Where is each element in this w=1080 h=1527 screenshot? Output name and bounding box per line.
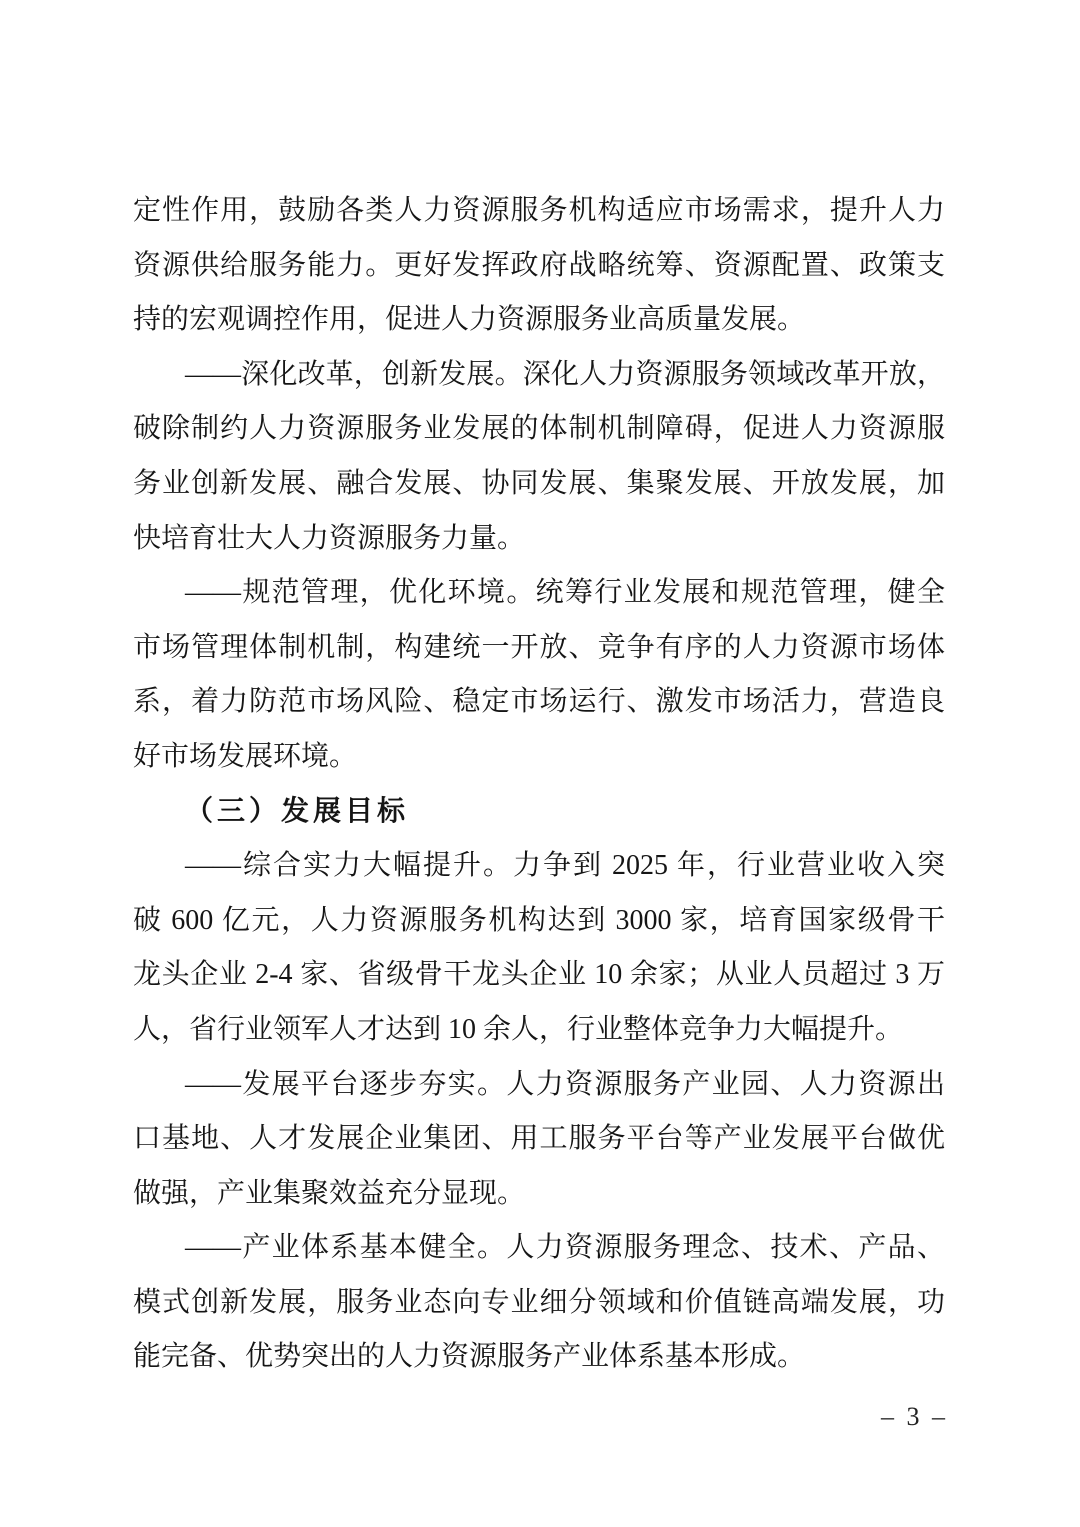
text-line: 破 600 亿元，人力资源服务机构达到 3000 家，培育国家级骨干 <box>133 904 945 936</box>
text-line: 好市场发展环境。 <box>133 740 358 772</box>
text-line: 模式创新发展，服务业态向专业细分领域和价值链高端发展，功 <box>133 1286 945 1318</box>
text-line: 口基地、人才发展企业集团、用工服务平台等产业发展平台做优 <box>133 1123 945 1155</box>
text-line: 人，省行业领军人才达到 10 余人，行业整体竞争力大幅提升。 <box>133 1013 904 1045</box>
text-line: 市场管理体制机制，构建统一开放、竞争有序的人力资源市场体 <box>133 631 945 663</box>
section-heading: （三）发展目标 <box>185 795 410 827</box>
text-line: 务业创新发展、融合发展、协同发展、集聚发展、开放发展，加 <box>133 467 945 499</box>
text-line: 龙头企业 2-4 家、省级骨干龙头企业 10 余家；从业人员超过 3 万 <box>133 959 945 991</box>
text-line: ——规范管理，优化环境。统筹行业发展和规范管理，健全 <box>185 577 945 609</box>
text-line: 定性作用，鼓励各类人力资源服务机构适应市场需求，提升人力 <box>133 195 945 226</box>
text-line: 做强，产业集聚效益充分显现。 <box>133 1177 526 1209</box>
text-line: ——综合实力大幅提升。力争到 2025 年，行业营业收入突 <box>185 850 945 882</box>
document-body <box>133 184 945 1385</box>
text-line: 破除制约人力资源服务业发展的体制机制障碍，促进人力资源服 <box>133 413 945 445</box>
text-line: ——深化改革，创新发展。深化人力资源服务领域改革开放， <box>185 358 945 390</box>
text-line: 资源供给服务能力。更好发挥政府战略统筹、资源配置、政策支 <box>133 249 945 281</box>
text-line: 快培育壮大人力资源服务力量。 <box>133 522 526 554</box>
page-number: – 3 – <box>881 1402 948 1431</box>
text-line: 系，着力防范市场风险、稳定市场运行、激发市场活力，营造良 <box>133 686 945 718</box>
text-line: ——发展平台逐步夯实。人力资源服务产业园、人力资源出 <box>185 1068 945 1100</box>
text-line: 持的宏观调控作用，促进人力资源服务业高质量发展。 <box>133 304 806 336</box>
text-line: 能完备、优势突出的人力资源服务产业体系基本形成。 <box>133 1341 806 1373</box>
text-line: ——产业体系基本健全。人力资源服务理念、技术、产品、 <box>185 1232 945 1264</box>
